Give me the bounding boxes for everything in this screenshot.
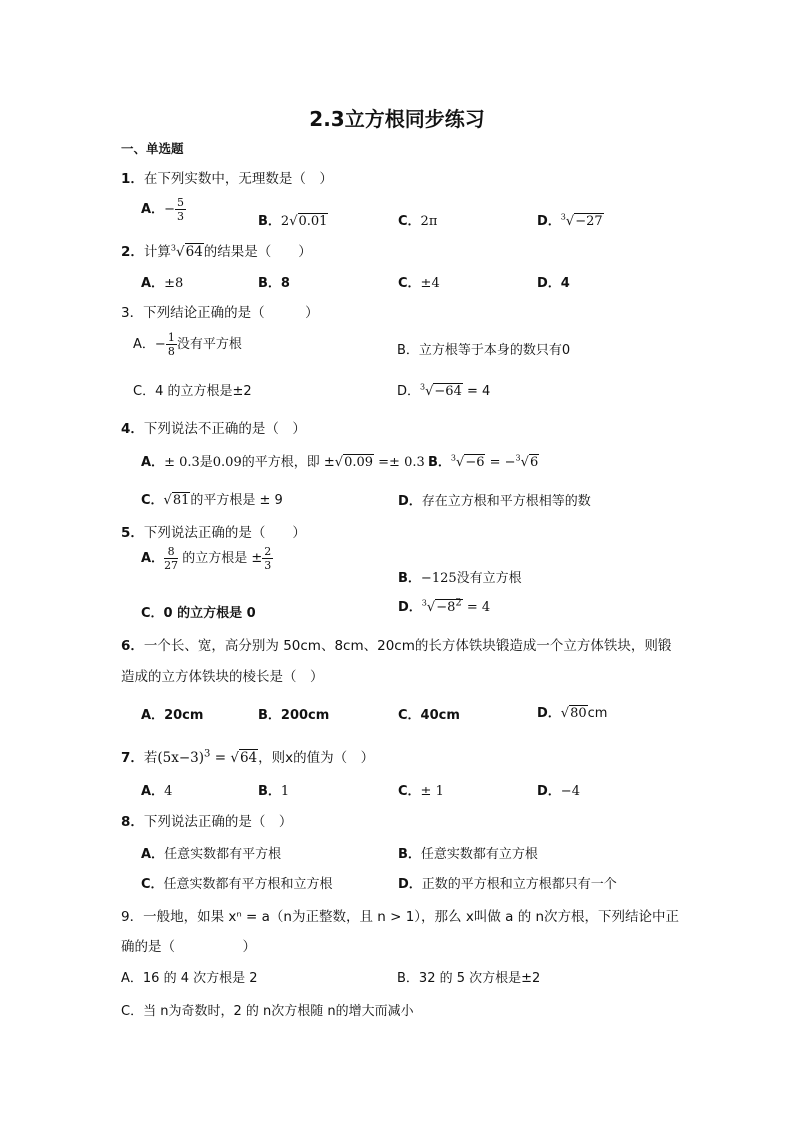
- section-heading: 一、单选题: [121, 141, 184, 156]
- q1-option-d: D．$^3$√−27: [537, 212, 603, 229]
- q5-option-b: B．−125没有立方根: [398, 571, 522, 586]
- q9-option-b: B．32 的 5 次方根是±2: [397, 971, 541, 986]
- q4-option-a: A．± 0.3是0.09的平方根，即 ±√0.09 =± 0.3: [141, 455, 425, 470]
- q1-option-c: C．2π: [398, 214, 438, 229]
- fraction: $\frac{2}{3}$: [264, 545, 272, 572]
- question-7: 7．若$(5x-3)^3 = √64$，则x的值为（ ）: [121, 748, 375, 766]
- q6-option-b: B．200cm: [258, 708, 330, 723]
- question-9: 9．一般地，如果 xⁿ = a（n为正整数，且 n > 1），那么 x叫做 a 的 n次方根，下列结论中正: [121, 909, 680, 925]
- question-5: 5．下列说法正确的是（ ）: [121, 525, 306, 541]
- fraction: $\frac{8}{27}$: [164, 545, 179, 572]
- q3-option-c: C．4 的立方根是±2: [133, 384, 252, 399]
- q5-option-d: D．$^3√-8^2 = 4$: [398, 597, 491, 615]
- question-6: 6．一个长、宽，高分别为 50cm、8cm、20cm的长方体铁块锻造成一个立方体铁块，则锻: [121, 638, 672, 654]
- q3-option-b: B．立方根等于本身的数只有0: [397, 343, 571, 358]
- question-9-continued: 确的是（ ）: [121, 939, 256, 955]
- q8-option-d: D．正数的平方根和立方根都只有一个: [398, 877, 617, 892]
- q5-option-c: C．0 的立方根是 0: [141, 606, 256, 621]
- q8-option-a: A．任意实数都有平方根: [141, 847, 282, 862]
- q4-option-d: D．存在立方根和平方根相等的数: [398, 494, 591, 509]
- question-number: 1．: [121, 171, 144, 187]
- question-1: [121, 167, 333, 187]
- q1-option-a: A．− $\frac{5}{3}$: [141, 196, 184, 223]
- q8-option-b: B．任意实数都有立方根: [398, 847, 538, 862]
- q2-option-b: B．8: [258, 276, 290, 291]
- q3-option-a: A．− $\frac{1}{8}$ 没有平方根: [133, 331, 242, 358]
- q7-option-d: D．−4: [537, 784, 580, 799]
- q2-option-c: C．±4: [398, 276, 440, 291]
- question-4: 4．下列说法不正确的是（ ）: [121, 421, 306, 437]
- q7-option-b: B．1: [258, 784, 290, 799]
- q2-option-d: D．4: [537, 276, 570, 291]
- q2-option-a: A．±8: [141, 276, 184, 291]
- q7-option-c: C．± 1: [398, 784, 444, 799]
- q6-option-a: A．20cm: [141, 708, 204, 723]
- q4-option-c: C．√81的平方根是 ± 9: [141, 493, 283, 508]
- fraction: $\frac{1}{8}$: [167, 331, 175, 358]
- q5-option-a: A． $\frac{8}{27}$ 的立方根是 ± $\frac{2}{3}$: [141, 545, 272, 572]
- question-6-continued: 造成的立方体铁块的棱长是（ ）: [121, 669, 324, 685]
- q8-option-c: C．任意实数都有平方根和立方根: [141, 877, 333, 892]
- q3-option-d: D．$^3$√−64 = 4: [397, 382, 491, 399]
- question-8: 8．下列说法正确的是（ ）: [121, 814, 293, 830]
- q6-option-d: D．√80cm: [537, 706, 608, 721]
- question-text: 在下列实数中，无理数是（ ）: [143, 171, 333, 187]
- q4-option-b: B．$^3$√−6 = −$^3$√6: [428, 453, 539, 470]
- fraction: $\frac{5}{3}$: [176, 196, 184, 223]
- question-3: 3．下列结论正确的是（ ）: [121, 305, 319, 321]
- page-title: 2.3立方根同步练习: [309, 107, 485, 131]
- q6-option-c: C．40cm: [398, 708, 460, 723]
- question-2: 2．计算$^3$√64的结果是（ ）: [121, 243, 312, 260]
- q9-option-c: C．当 n为奇数时，2 的 n次方根随 n的增大而减小: [121, 1004, 414, 1019]
- q1-option-b: B．2√0.01: [258, 214, 328, 229]
- q9-option-a: A．16 的 4 次方根是 2: [121, 971, 258, 986]
- q7-option-a: A．4: [141, 784, 173, 799]
